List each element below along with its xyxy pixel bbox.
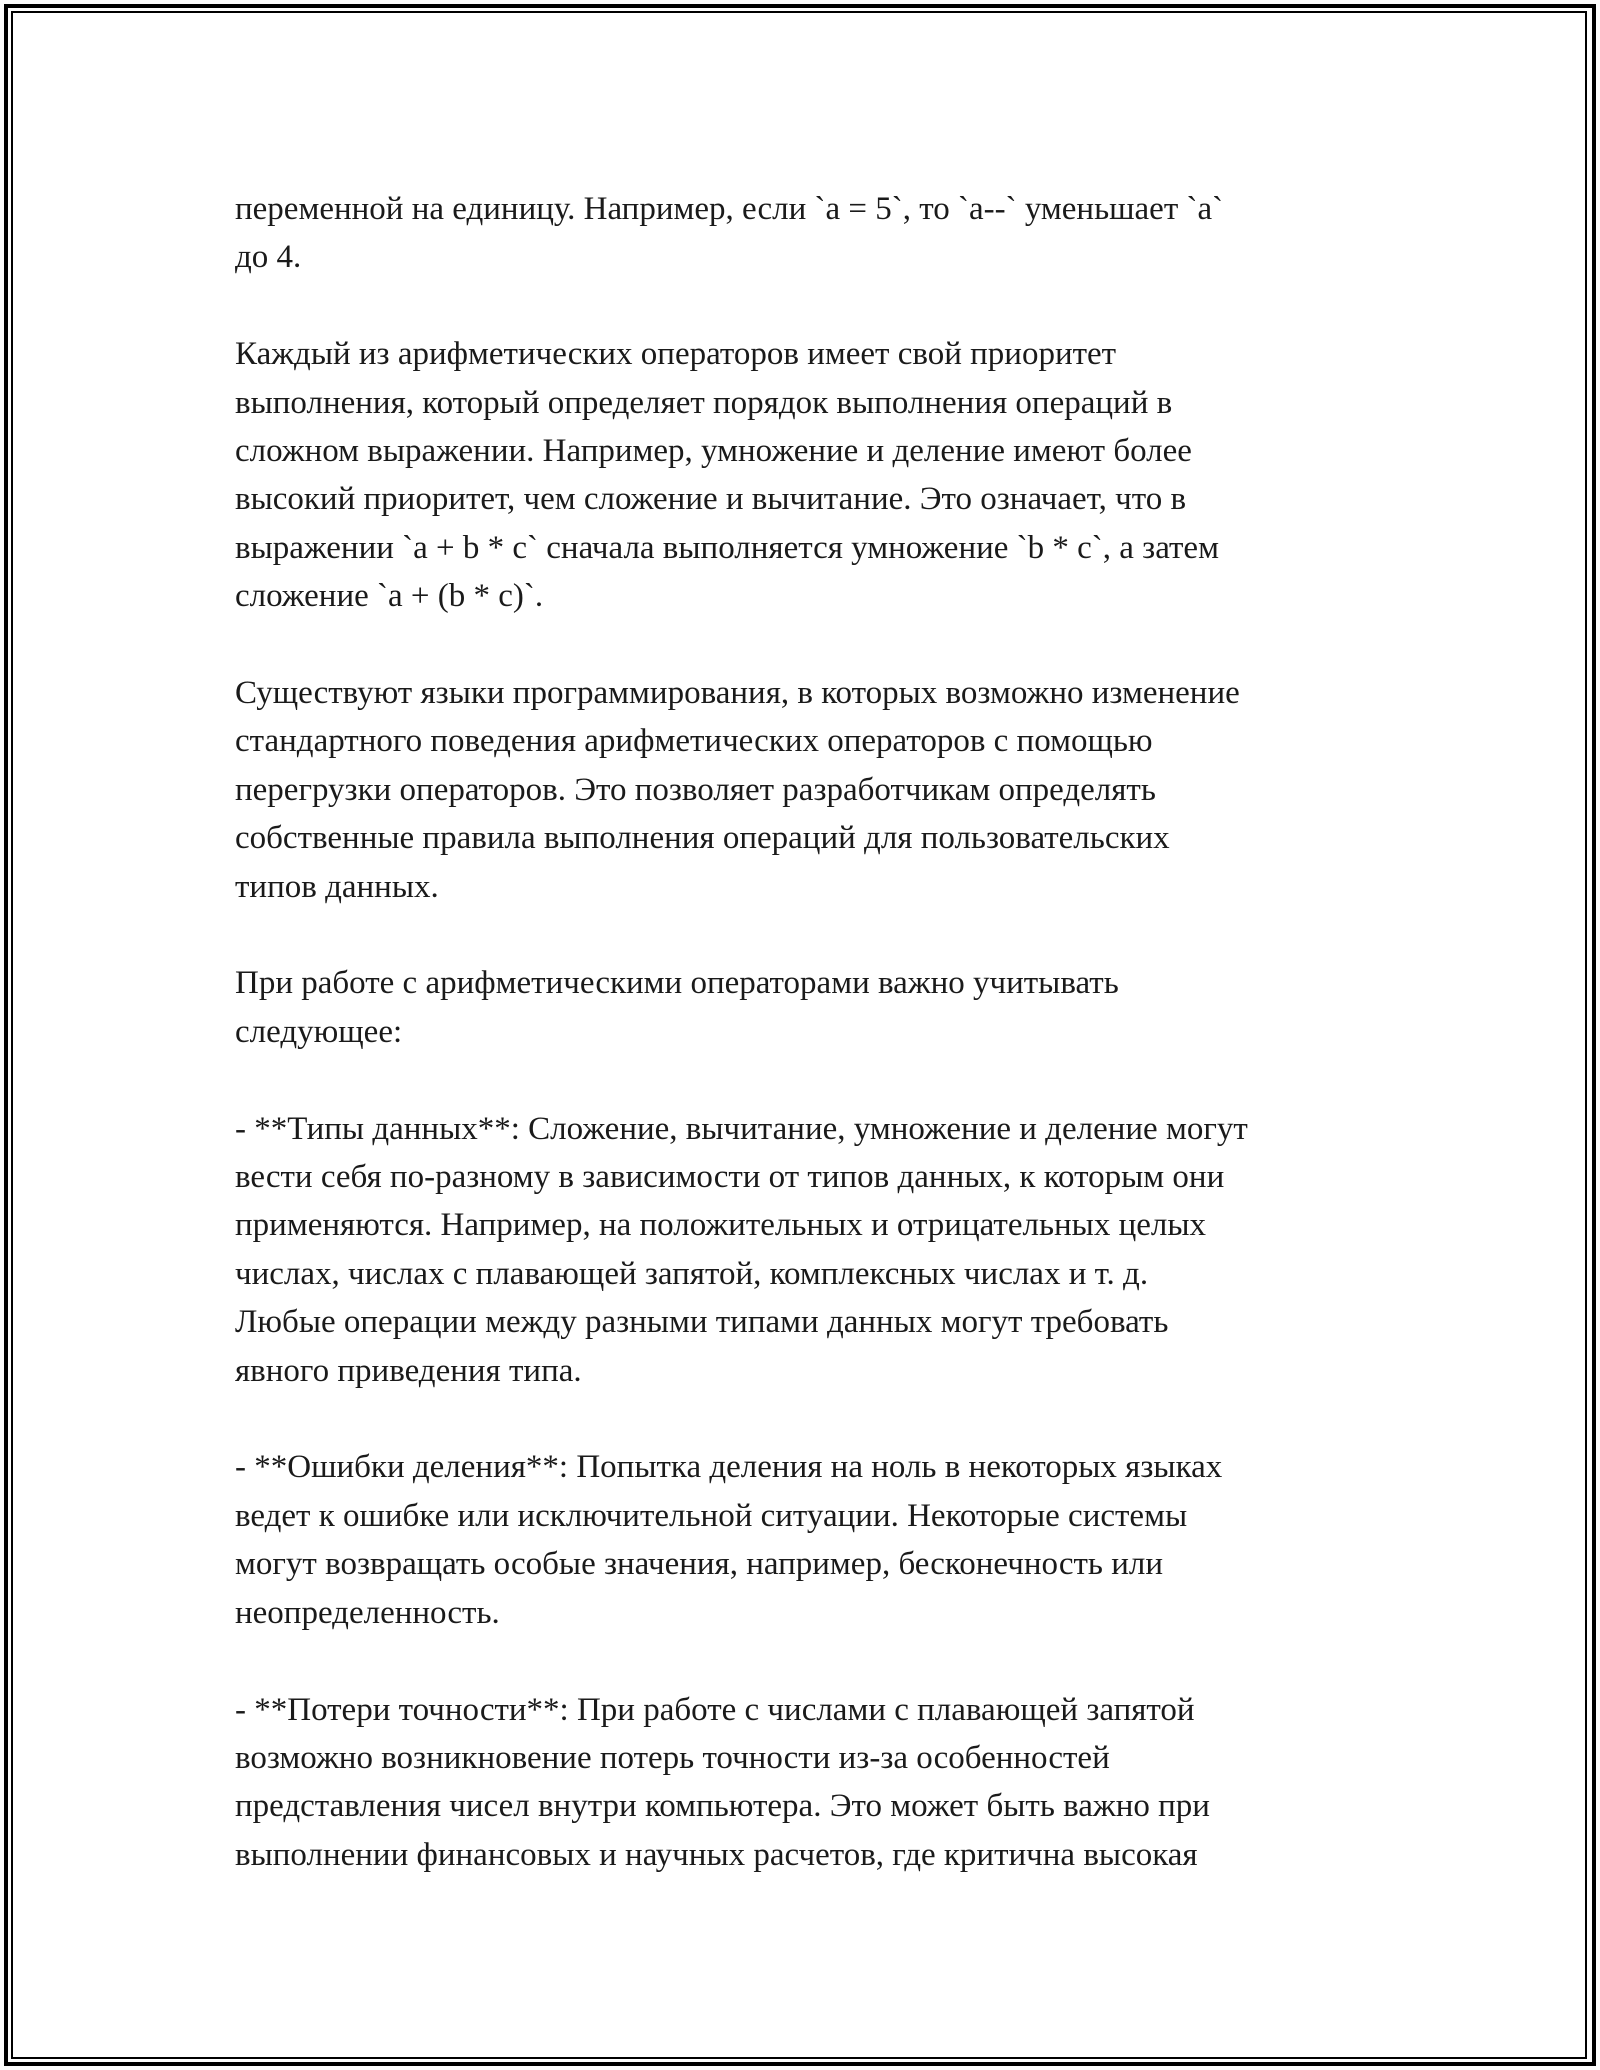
document-body: [235, 185, 1375, 1928]
text-line: сложном выражении. Например, умножение и деление имеют более: [235, 433, 1192, 470]
text-line: сложение `a + (b * c)`.: [235, 578, 544, 615]
text-line: переменной на единицу. Например, если `a = 5`, то `a--` уменьшает `a`: [235, 191, 1224, 227]
paragraph-precedence: [235, 330, 1375, 620]
text-line: применяются. Например, на положительных и отрицательных целых: [235, 1207, 1207, 1244]
text-line: до 4.: [235, 239, 302, 276]
text-line: - **Типы данных**: Сложение, вычитание, умножение и деление могут: [235, 1110, 1248, 1147]
text-line: ведет к ошибке или исключительной ситуации. Некоторые системы: [235, 1497, 1188, 1534]
list-item-precision-loss: [235, 1686, 1375, 1880]
paragraph-considerations-intro: [235, 959, 1375, 1056]
text-line: выражении `a + b * c` сначала выполняется умножение `b * c`, а затем: [235, 529, 1219, 566]
text-line: высокий приоритет, чем сложение и вычитание. Это означает, что в: [235, 481, 1187, 518]
text-line: - **Ошибки деления**: Попытка деления на ноль в некоторых языках: [235, 1449, 1223, 1486]
text-line: выполнении финансовых и научных расчетов, где критична высокая: [235, 1836, 1198, 1873]
paragraph-decrement: [235, 185, 1375, 282]
text-line: перегрузки операторов. Это позволяет разработчикам определять: [235, 771, 1156, 808]
text-line: возможно возникновение потерь точности из-за особенностей: [235, 1739, 1110, 1776]
paragraph-overloading: [235, 669, 1375, 911]
text-line: стандартного поведения арифметических операторов с помощью: [235, 723, 1153, 760]
text-line: могут возвращать особые значения, например, бесконечность или: [235, 1546, 1163, 1583]
list-item-division-errors: [235, 1443, 1375, 1637]
text-line: вести себя по-разному в зависимости от типов данных, к которым они: [235, 1159, 1225, 1196]
text-line: явного приведения типа.: [235, 1352, 582, 1389]
text-line: неопределенность.: [235, 1594, 500, 1631]
text-line: Существуют языки программирования, в которых возможно изменение: [235, 675, 1240, 712]
text-line: типов данных.: [235, 868, 439, 905]
text-line: выполнения, который определяет порядок выполнения операций в: [235, 384, 1173, 421]
text-line: Каждый из арифметических операторов имеет свой приоритет: [235, 336, 1117, 373]
list-item-data-types: [235, 1105, 1375, 1395]
text-line: следующее:: [235, 1013, 403, 1050]
text-line: - **Потери точности**: При работе с числами с плавающей запятой: [235, 1691, 1195, 1728]
text-line: числах, числах с плавающей запятой, комплексных числах и т. д.: [235, 1255, 1149, 1292]
text-line: Любые операции между разными типами данных могут требовать: [235, 1304, 1169, 1341]
text-line: представления чисел внутри компьютера. Это может быть важно при: [235, 1788, 1210, 1825]
text-line: собственные правила выполнения операций для пользовательских: [235, 820, 1170, 857]
text-line: При работе с арифметическими операторами важно учитывать: [235, 965, 1119, 1002]
